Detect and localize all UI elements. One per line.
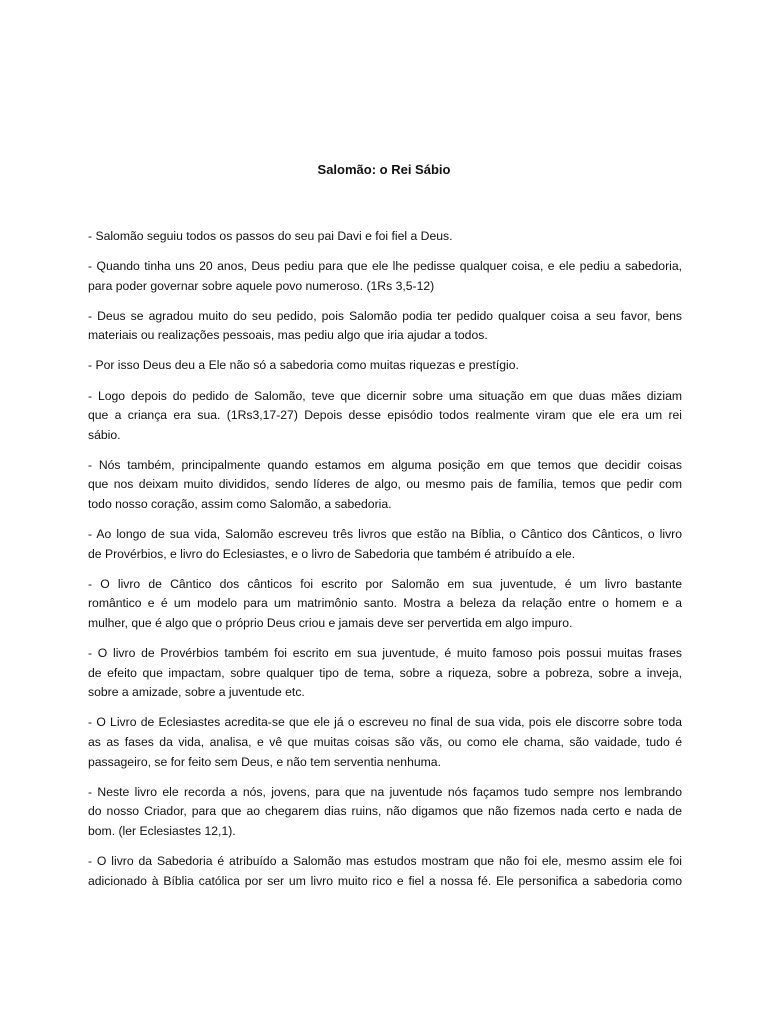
document-title: Salomão: o Rei Sábio (317, 162, 451, 177)
text-line: as as fases da vida, analisa, e vê que muitas coisas são vãs, ou como ele chama, são vaidade, tudo é (88, 734, 682, 749)
text-line: - Logo depois do pedido de Salomão, teve que dicernir sobre uma situação em que duas mães diziam (88, 388, 682, 403)
paragraph (88, 356, 682, 376)
text-line: adicionado à Bíblia católica por ser um livro muito rico e fiel a nossa fé. Ele personifica a sabedoria como (88, 873, 682, 888)
text-line: - O livro de Cântico dos cânticos foi escrito por Salomão em sua juventude, é um livro bastante (88, 576, 682, 591)
text-line: - O Livro de Eclesiastes acredita-se que ele já o escreveu no final de sua vida, pois ele discorre sobre toda (88, 715, 682, 730)
text-line: que a criança era sua. (1Rs3,17-27) Depois desse episódio todos realmente viram que ele era um rei (88, 408, 682, 423)
paragraph (88, 852, 682, 891)
text-line: sábio. (88, 427, 121, 442)
text-line: para poder governar sobre aquele povo numeroso. (1Rs 3,5-12) (88, 278, 435, 293)
text-line: passageiro, se for feito sem Deus, e não tem serventia nenhuma. (88, 754, 441, 769)
text-line: - Salomão seguiu todos os passos do seu pai Davi e foi fiel a Deus. (88, 229, 453, 243)
paragraph (88, 783, 682, 842)
paragraph (88, 713, 682, 772)
text-line: de efeito que impactam, sobre qualquer tipo de tema, sobre a riqueza, sobre a pobreza, sobre a inveja, (88, 665, 682, 680)
paragraph (88, 525, 682, 564)
paragraph (88, 257, 682, 296)
text-line: - O livro de Provérbios também foi escrito em sua juventude, é muito famoso pois possui muitas frases (88, 646, 682, 661)
text-line: de Provérbios, e livro do Eclesiastes, e o livro de Sabedoria que também é atribuído a ele. (88, 546, 576, 561)
text-line: - Neste livro ele recorda a nós, jovens, para que na juventude nós façamos tudo sempre nos lembrando (88, 784, 682, 799)
text-line: materiais ou realizações pessoais, mas pediu algo que iria ajudar a todos. (88, 328, 488, 343)
text-line: romântico e é um modelo para um matrimônio santo. Mostra a beleza da relação entre o homem e a (88, 596, 682, 611)
text-line: todo nosso coração, assim como Salomão, a sabedoria. (88, 497, 392, 512)
text-line: - Nós também, principalmente quando estamos em alguma posição em que temos que decidir coisas (88, 457, 682, 472)
paragraph (88, 456, 682, 515)
text-line: que nos deixam muito divididos, sendo líderes de algo, ou mesmo pais de família, temos que pedir com (88, 477, 682, 492)
text-line: - Por isso Deus deu a Ele não só a sabedoria como muitas riquezas e prestígio. (88, 358, 519, 373)
text-line: - Quando tinha uns 20 anos, Deus pediu para que ele lhe pedisse qualquer coisa, e ele pediu a sabedoria, (88, 259, 682, 274)
paragraph (88, 575, 682, 634)
text-line: do nosso Criador, para que ao chegarem dias ruins, não digamos que não fizemos nada certo e nada de (88, 804, 682, 819)
paragraph (88, 387, 682, 446)
paragraph (88, 644, 682, 703)
text-line: - Ao longo de sua vida, Salomão escreveu três livros que estão na Bíblia, o Cântico dos Cânticos, o livro (88, 527, 682, 542)
text-line: - O livro da Sabedoria é atribuído a Salomão mas estudos mostram que não foi ele, mesmo assim ele foi (88, 853, 682, 868)
text-line: bom. (ler Eclesiastes 12,1). (88, 823, 236, 838)
paragraph (88, 307, 682, 346)
text-line: - Deus se agradou muito do seu pedido, pois Salomão podia ter pedido qualquer coisa a seu favor, bens (88, 308, 682, 323)
text-line: mulher, que é algo que o próprio Deus criou e jamais deve ser pervertida em algo impuro. (88, 616, 573, 630)
text-line: sobre a amizade, sobre a juventude etc. (88, 685, 305, 700)
paragraph (88, 227, 682, 247)
document-body (88, 227, 682, 902)
